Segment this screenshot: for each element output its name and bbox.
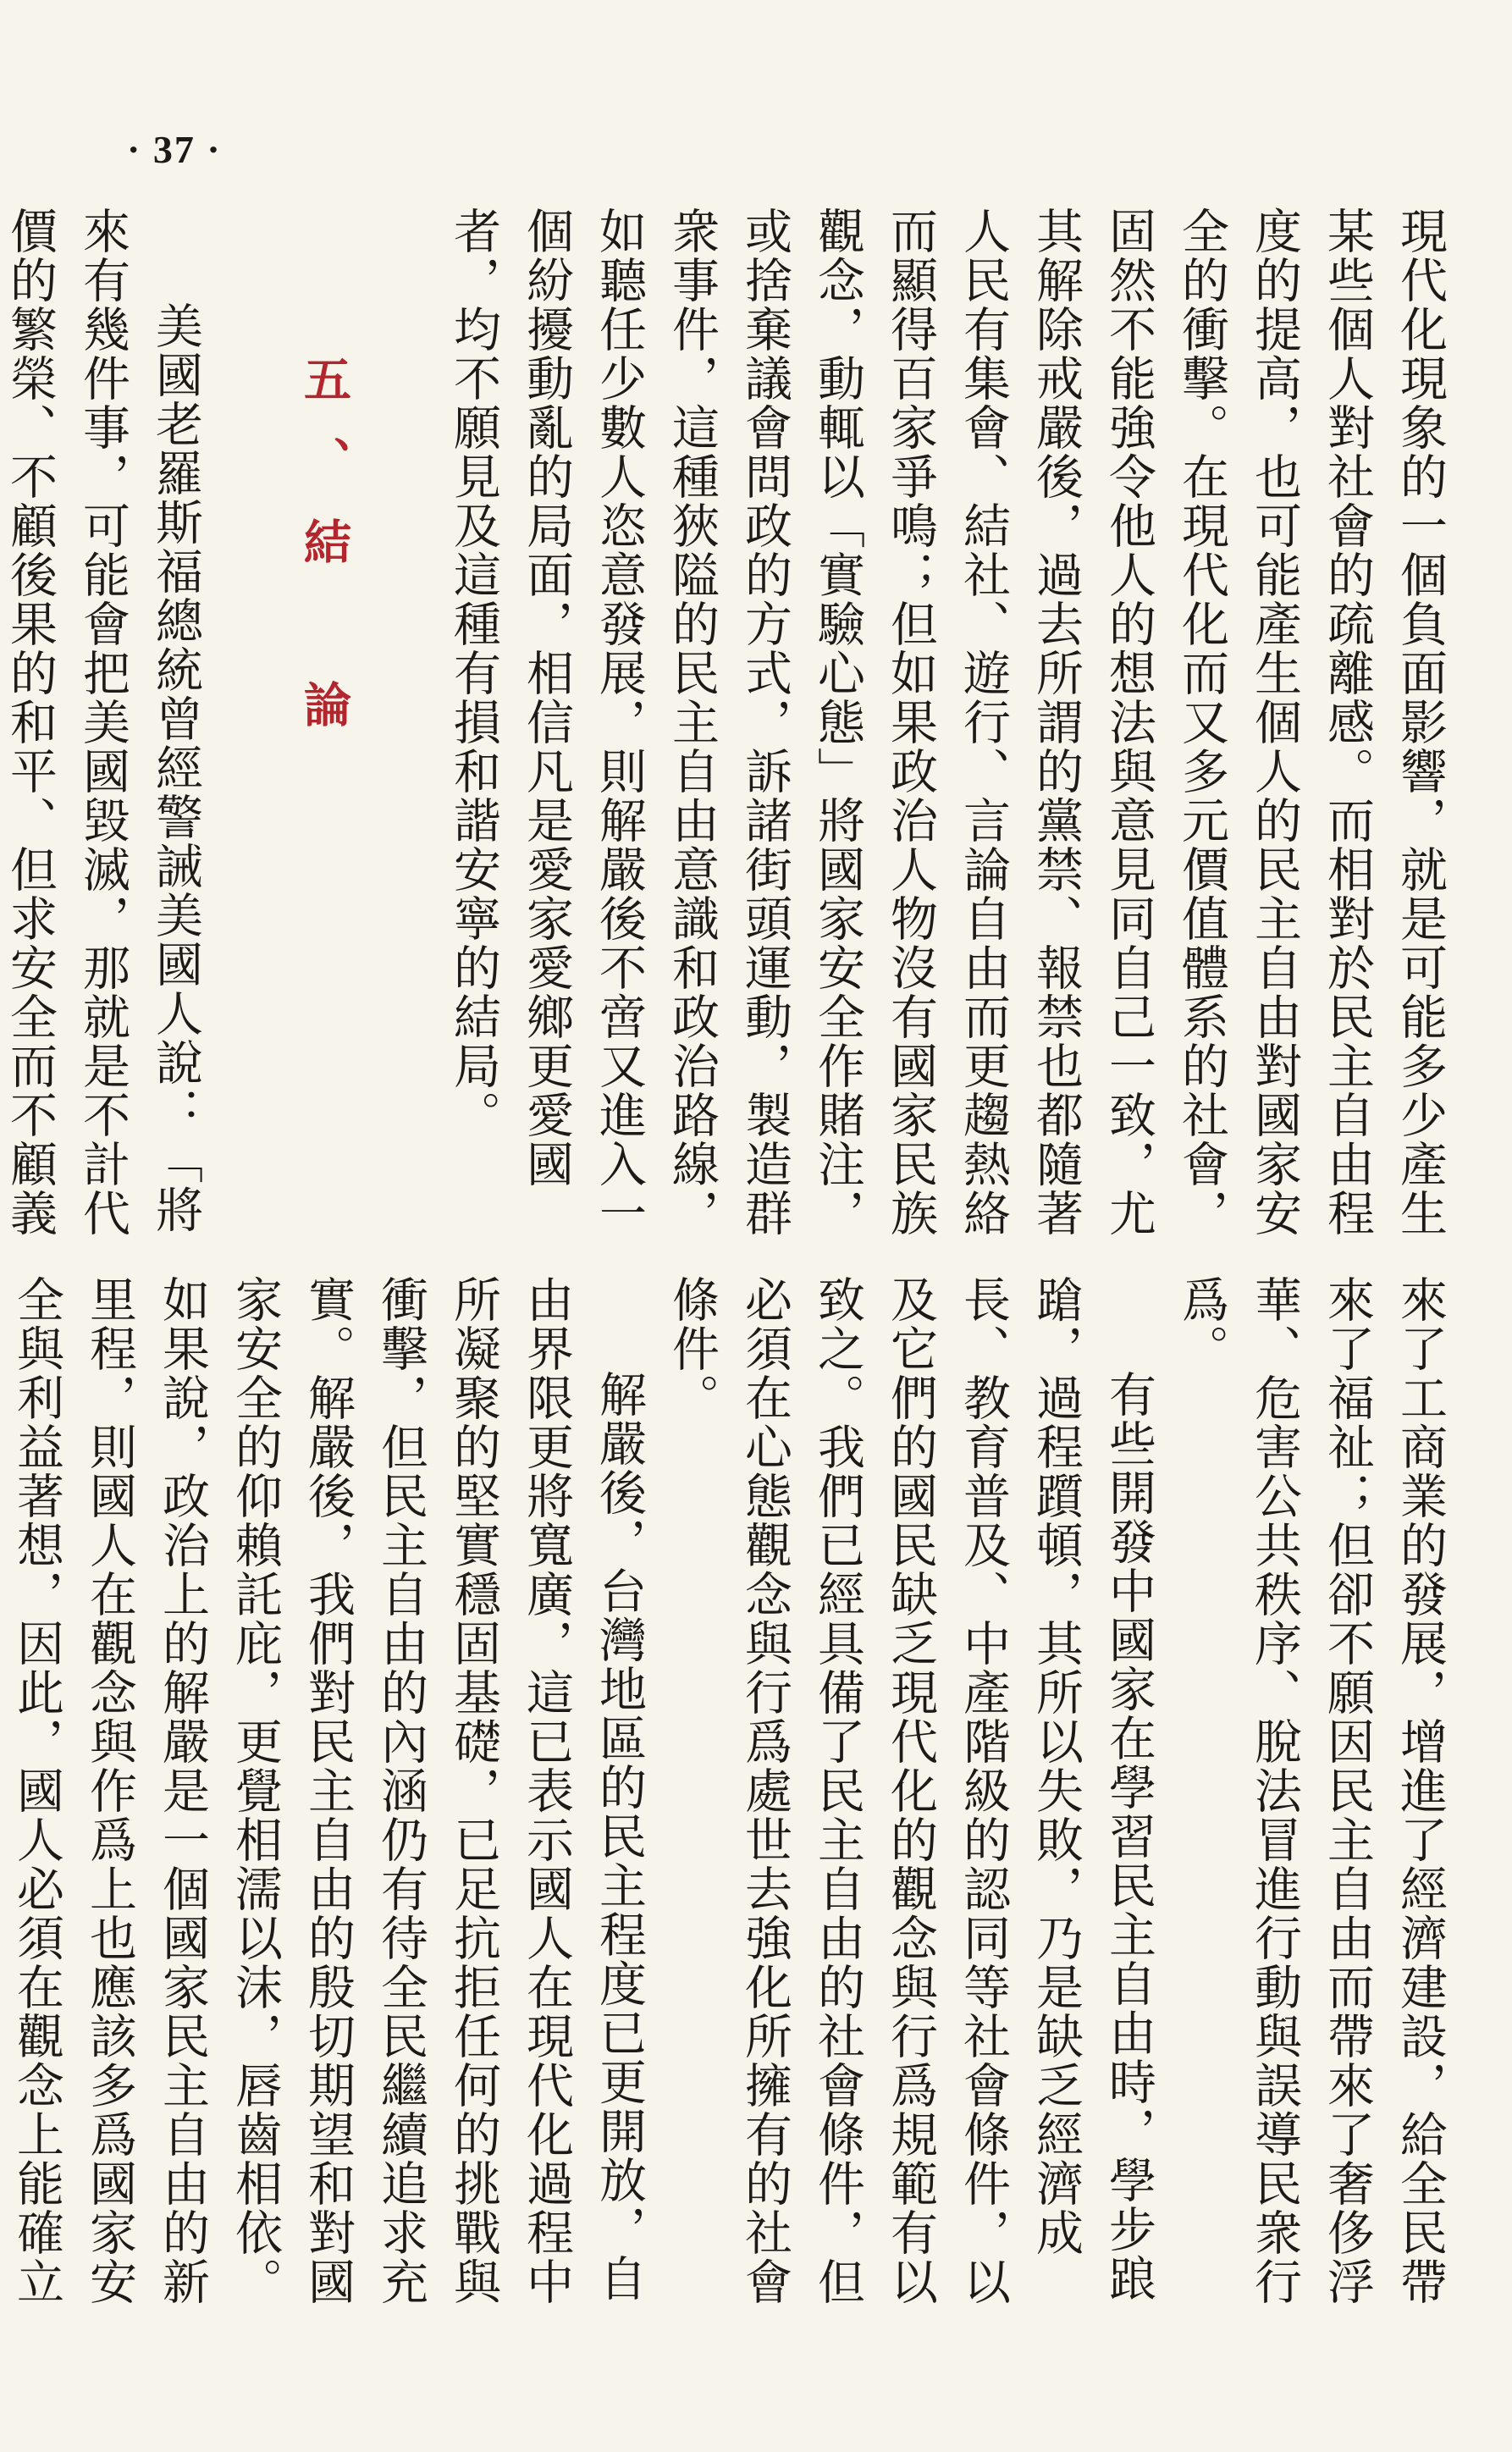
paragraph: 有些開發中國家在學習民主自由時，學步踉蹌，過程躓頓，其所以失敗，乃是缺乏經濟成長、教育普及、中產階級的認同等社會條件，以及它們的國民缺乏現代化的觀念與行爲規範有以致之。我們已經具備了民主自由的社會條件，但必須在心態觀念與行爲處世去強化所擁有的社會條件。 xyxy=(665,1275,1156,2306)
paragraph: 現代化現象的一個負面影響，就是可能多少產生某些個人對社會的疏離感。而相對於民主自由程度的提高，也可能產生個人的民主自由對國家安全的衝擊。在現代化而又多元價值體系的社會，固然不能強令他人的想法與意見同自己一致，尤其解除戒嚴後，過去所謂的黨禁、報禁也都隨著人民有集會、結社、遊行、言論自由而更趨熱絡而顯得百家爭鳴；但如果政治人物沒有國家民族觀念，動輒以「實驗心態」將國家安全作賭注，或捨棄議會問政的方式，訴諸街頭運動，製造群衆事件，這種狹隘的民主自由意識和政治路線，如聽任少數人恣意發展，則解嚴後不啻又進入一個紛擾動亂的局面，相信凡是愛家愛鄉更愛國者，均不願見及這種有損和諧安寧的結局。 xyxy=(446,207,1448,1238)
paragraph: 美國老羅斯福總統曾經警誡美國人說：「將來有幾件事，可能會把美國毀滅，那就是不計代價的繁榮、不顧後果的和平、但求安全而不顧義 xyxy=(3,207,203,1238)
paragraph: 來了工商業的發展，增進了經濟建設，給全民帶來了福祉；但卻不願因民主自由而帶來了奢侈浮華、危害公共秩序、脫法冒進行動與誤導民衆行爲。 xyxy=(1174,1275,1448,2306)
upper-text-block xyxy=(3,207,1456,1256)
page-number: · 37 · xyxy=(127,128,222,171)
paragraph: 解嚴後，台灣地區的民主程度已更開放，自由界限更將寬廣，這已表示國人在現代化過程中所凝聚的堅實穩固基礎，已足抗拒任何的挑戰與衝擊，但民主自由的內涵仍有待全民繼續追求充實。解嚴後，我們對民主自由的殷切期望和對國家安全的仰賴託庇，更覺相濡以沫，唇齒相依。如果說，政治上的解嚴是一個國家民主自由的新里程，則國人在觀念與作爲上也應該多爲國家安全與利益著想，因此，國人必須在觀念上能確立 xyxy=(9,1275,647,2306)
lower-text-block xyxy=(9,1275,1456,2325)
section-heading: 五、結 論 xyxy=(296,355,352,761)
